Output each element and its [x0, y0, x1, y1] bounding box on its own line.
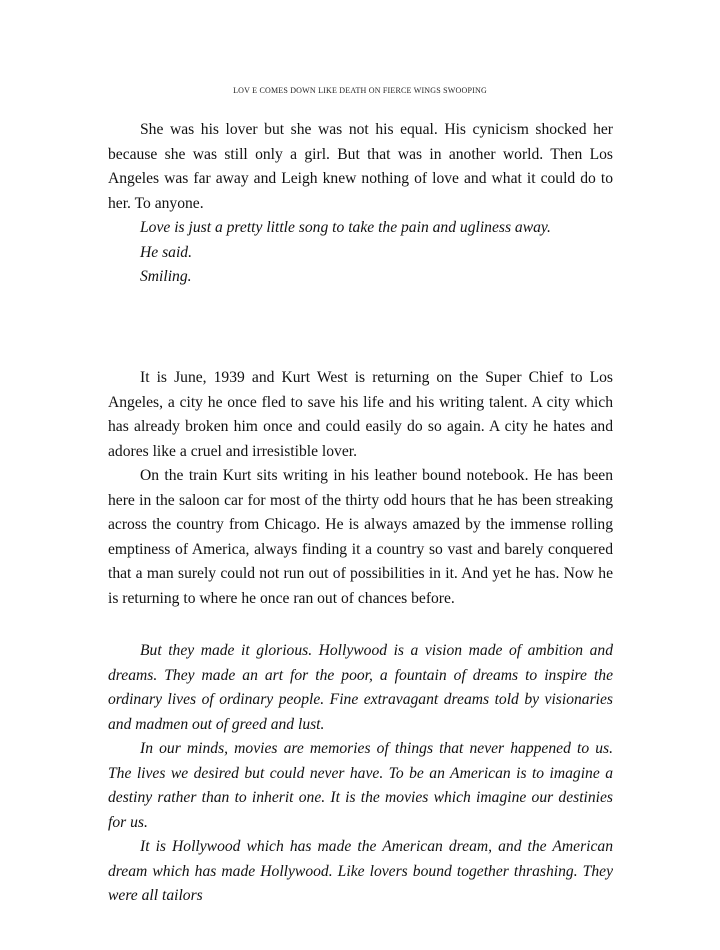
- italic-line-he-said: He said.: [140, 243, 192, 261]
- paragraph-kurt-returning: It is June, 1939 and Kurt West is returning on the Super Chief to Los Angeles, a city he once fled to save his life and his writing talent. A city which has already broken him once and could easily do so again. A city he hates and adores like a cruel and irresistible lover.: [108, 369, 613, 460]
- section-train: [108, 366, 613, 611]
- italic-line-smiling: Smiling.: [140, 268, 192, 285]
- paragraph-on-the-train: On the train Kurt sits writing in his leather bound notebook. He has been here in the saloon car for most of the thirty odd hours that he has been streaking across the country from Chicago. He is always amazed by the immense rolling emptiness of America, always finding it a country so vast and barely conquered that a man surely could not run out of possibilities in it. And yet he has. Now he is returning to where he once ran out of chances before.: [108, 467, 613, 607]
- section-hollywood: [108, 639, 613, 909]
- section-opening: [108, 118, 613, 290]
- paragraph-opening: She was his lover but she was not his equal. His cynicism shocked her because she was still only a girl. But that was in another world. Then Los Angeles was far away and Leigh knew nothing of love and what it could do to her. To anyone.: [108, 121, 613, 212]
- running-header: LOV E COMES DOWN LIKE DEATH ON FIERCE WINGS SWOOPING: [233, 86, 487, 95]
- paragraph-made-it-glorious: But they made it glorious. Hollywood is a vision made of ambition and dreams. They made an art for the poor, a fountain of dreams to inspire the ordinary lives of ordinary people. Fine extravagant dreams told by visionaries and madmen out of greed and lust.: [108, 642, 613, 733]
- paragraph-american-dream: It is Hollywood which has made the American dream, and the American dream which has made Hollywood. Like lovers bound together thrashing. They were all tailors: [108, 838, 613, 904]
- paragraph-movies-memories: In our minds, movies are memories of things that never happened to us. The lives we desired but could never have. To be an American is to imagine a destiny rather than to inherit one. It is the movies which imagine our destinies for us.: [108, 740, 613, 831]
- italic-line-love-song: Love is just a pretty little song to take the pain and ugliness away.: [140, 219, 551, 236]
